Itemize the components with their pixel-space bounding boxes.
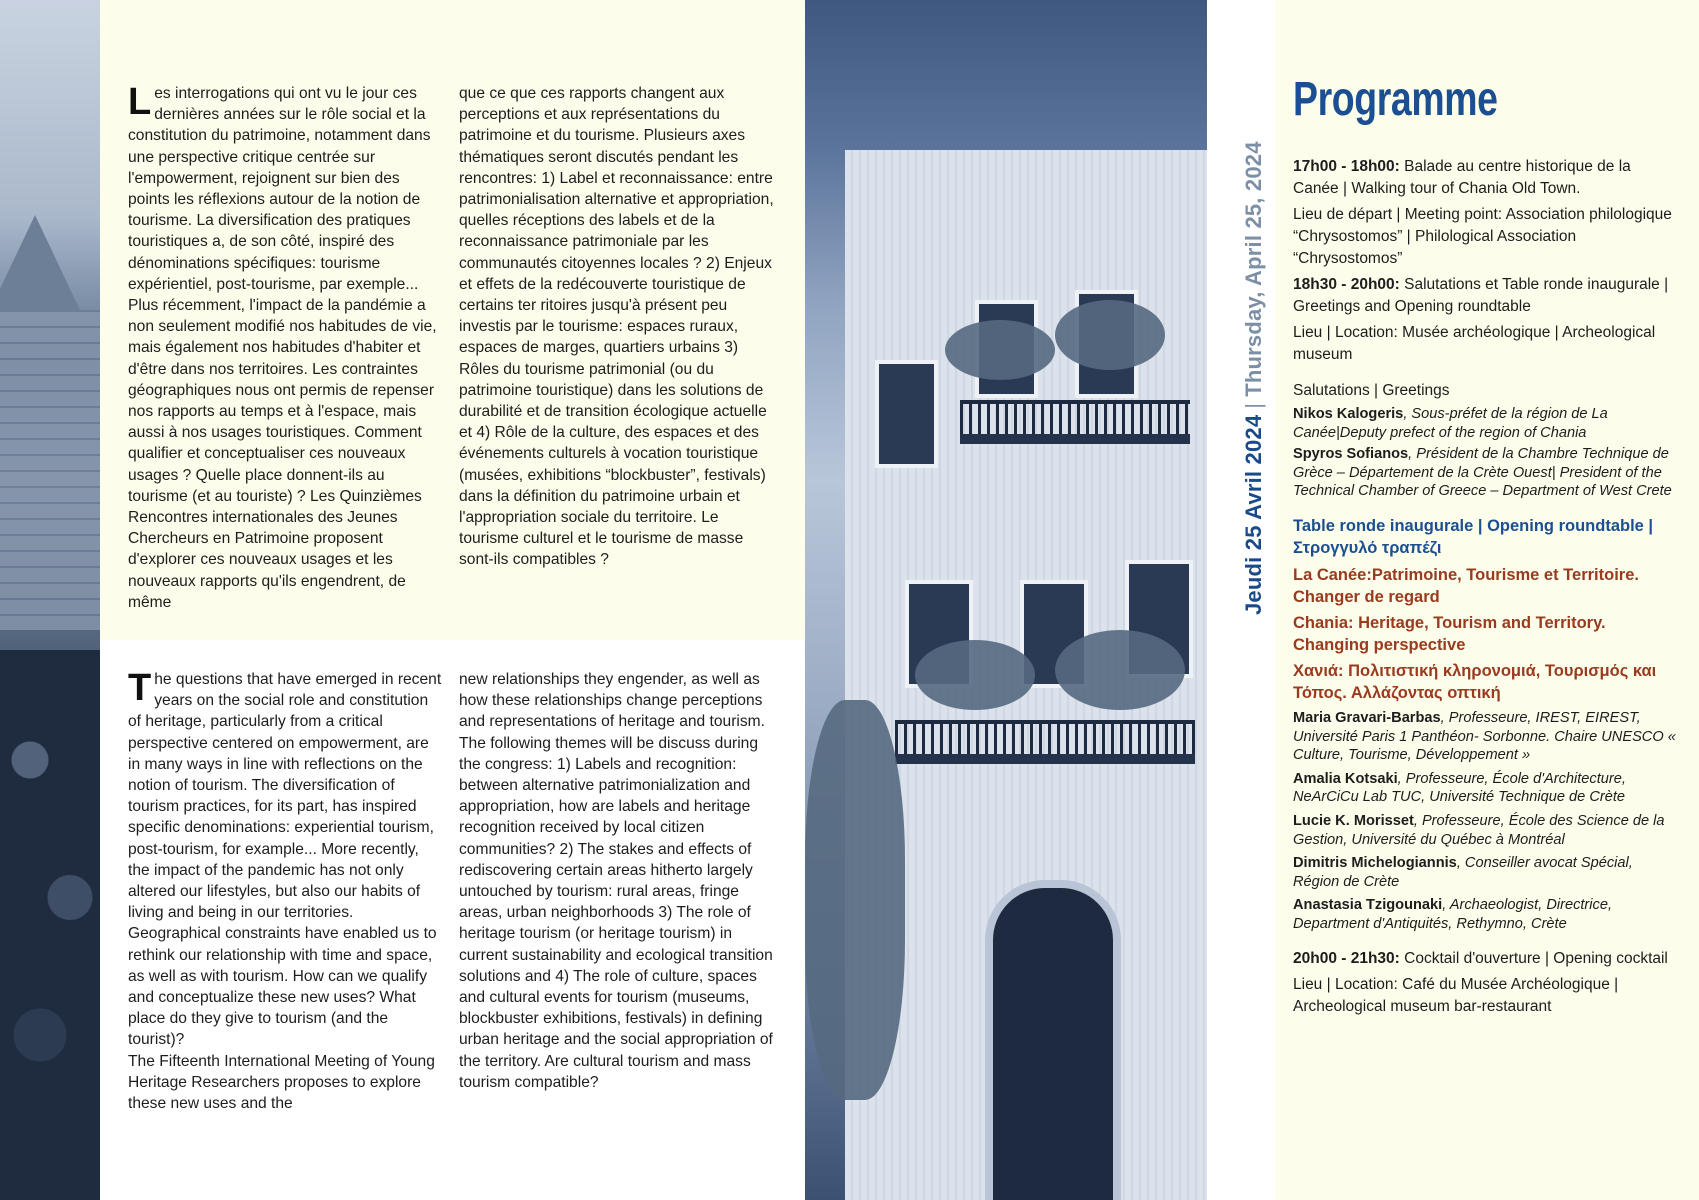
programme-title: Programme bbox=[1293, 73, 1498, 126]
event-cocktail bbox=[1293, 948, 1677, 970]
speaker-role: , Président de la Chambre Technique de Grèce – Département de la Crète Ouest| President of the Technical Chamber of Greece – Department of West Crete bbox=[1293, 446, 1672, 500]
tree bbox=[805, 700, 905, 1100]
speaker-name: Lucie K. Morisset bbox=[1293, 812, 1414, 829]
event-walking-tour bbox=[1293, 156, 1677, 200]
intro-en-text-1: he questions that have emerged in recent years on the social role and constitution of heritage, particularly from a critical perspective centered on empowerment, are in many ways in line with reflections on the notion of tourism. The diversification of tourism practices, for its part, has inspired specific denominations: experiential tourism, post-tourism, for example... More recently, the impact of the pandemic has not only altered our lifestyles, but also our habits of living and being in our territories. Geographical constraints have enabled us to rethink our relationship with time and space, as well as with tourism. How can we qualify and conceptualize these new uses? What place do they give to tourism (and the tourist)? bbox=[128, 671, 442, 1049]
speaker bbox=[1293, 854, 1677, 891]
date-fr: Jeudi 25 Avril 2024 bbox=[1241, 414, 1266, 615]
speaker-role: , Professeure, École d'Architecture, NeArCiCu Lab TUC, Université Technique de Crète bbox=[1293, 770, 1626, 806]
speaker bbox=[1293, 405, 1677, 442]
stone-wall bbox=[0, 310, 100, 630]
programme-list bbox=[1293, 156, 1677, 1018]
speaker bbox=[1293, 812, 1677, 849]
date-separator: | bbox=[1241, 402, 1266, 409]
plant bbox=[945, 320, 1055, 380]
speaker bbox=[1293, 445, 1677, 501]
event-text: Balade au centre historique de la Canée | Walking tour of Chania Old Town. bbox=[1293, 158, 1631, 197]
roundtable-topic-gr: Χανιά: Πολιτιστική κληρονομιά, Τουρισμός και Τόπος. Αλλάζοντας οπτική bbox=[1293, 661, 1657, 703]
dropcap-en: T bbox=[128, 667, 152, 709]
event-time: 17h00 - 18h00: bbox=[1293, 158, 1400, 175]
speaker-name: Dimitris Michelogiannis bbox=[1293, 855, 1457, 872]
event-location: Lieu | Location: Café du Musée Archéologique | Archeological museum bar-restaurant bbox=[1293, 975, 1619, 1015]
plant bbox=[1055, 300, 1165, 370]
speaker-name: Anastasia Tzigounaki bbox=[1293, 897, 1443, 914]
window bbox=[875, 360, 938, 468]
speaker bbox=[1293, 896, 1677, 933]
roundtable-topic-fr: La Canée:Patrimoine, Tourisme et Territoire. Changer de regard bbox=[1293, 565, 1639, 607]
speaker bbox=[1293, 709, 1677, 765]
event-time: 20h00 - 21h30: bbox=[1293, 949, 1400, 967]
greetings-heading: Salutations | Greetings bbox=[1293, 382, 1450, 399]
speaker-role: , Archaeologist, Directrice, Department d'Antiquités, Rethymno, Crète bbox=[1293, 897, 1612, 932]
event-text: Cocktail d'ouverture | Opening cocktail bbox=[1399, 949, 1668, 967]
event-date bbox=[1241, 141, 1267, 615]
plant bbox=[915, 640, 1035, 710]
intro-fr-text-1: es interrogations qui ont vu le jour ces dernières années sur le rôle social et la constitution du patrimoine, notamment dans une perspective critique centrée sur l'empowerment, rejoignent sur bien des points les réflexions autour de la notion de tourisme. La diversification des pratiques touristiques a, de son côté, inspiré des dénominations spécifiques: tourisme expérientiel, post-tourisme, par exemple... Plus récemment, l'impact de la pandémie a non seulement modifié nos habitudes de vie, mais également nos habitudes d'habiter et d'être dans nos territoires. Les contraintes géographiques nous ont permis de repenser nos rapports au temps et à l'espace, mais aussi à nos usages touristiques. Comment qualifier et conceptualiser ces nouveaux usages ? Quelle place donnent-ils au tourisme (et au touriste) ? Les Quinzièmes Rencontres internationales des Jeunes Chercheurs en Patrimoine proposent d'explorer ces nouveaux usages et les nouveaux rapports qu'ils engendrent, de même bbox=[128, 85, 437, 611]
balcony bbox=[960, 400, 1190, 444]
plant bbox=[1055, 630, 1185, 710]
event-location: Lieu | Location: Musée archéologique | Archeological museum bbox=[1293, 324, 1656, 363]
trees bbox=[0, 650, 100, 1200]
speaker-role: , Conseiller avocat Spécial, Région de Crète bbox=[1293, 855, 1633, 890]
tower-photo bbox=[0, 0, 100, 1200]
dropcap-fr: L bbox=[128, 81, 152, 123]
balcony bbox=[895, 720, 1195, 764]
building-photo bbox=[805, 0, 1207, 1200]
intro-en-text-1b: The Fifteenth International Meeting of Young Heritage Researchers proposes to explore these new uses and the bbox=[128, 1052, 435, 1113]
intro-fr-column-2: que ce que ces rapports changent aux perceptions et aux représentations du patrimoine et du tourisme. Plusieurs axes thématiques seront discutés pendant les rencontres: 1) Label et reconnaissance: entre patrimonialisation alternative et appropriation, quelles réceptions des labels et de la reconnaissance patrimoniale par les communautés citoyennes locales ? 2) Enjeux et effets de la redécouverte touristique de certains ter ritoires jusqu'à présent peu investis par le tourisme: espaces ruraux, espaces de marges, quartiers urbains 3) Rôles du tourisme patrimonial (ou du patrimoine touristique) dans les solutions de durabilité et de transition écologique actuelle et 4) Rôle de la culture, des espaces et des événements culturels à vocation touristique (musées, exhibitions “blockbuster”, festivals) dans la définition du patrimoine urbain et l'appropriation sociale du territoire. Le tourisme culturel et le tourisme de masse sont-ils compatibles ? bbox=[459, 85, 774, 569]
roundtable-heading: Table ronde inaugurale | Opening roundtable | Στρογγυλό τραπέζι bbox=[1293, 516, 1654, 558]
speaker-name: Spyros Sofianos bbox=[1293, 446, 1409, 463]
arched-door bbox=[985, 880, 1121, 1200]
speaker-role: , Professeure, IREST, EIREST, Université Paris 1 Panthéon- Sorbonne. Chaire UNESCO « Culture, Tourisme, Développement » bbox=[1293, 709, 1676, 764]
speaker-role: , Professeure, École des Science de la Gestion, Université du Québec à Montréal bbox=[1293, 812, 1665, 848]
roundtable-topic-en: Chania: Heritage, Tourism and Territory. Changing perspective bbox=[1293, 613, 1606, 655]
intro-fr-column-1 bbox=[128, 83, 441, 613]
speaker-name: Amalia Kotsaki bbox=[1293, 770, 1398, 787]
event-text: Salutations et Table ronde inaugurale | Greetings and Opening roundtable bbox=[1293, 276, 1669, 315]
tower-roof bbox=[0, 215, 80, 310]
speaker-name: Nikos Kalogeris bbox=[1293, 406, 1404, 422]
intro-en-column-1 bbox=[128, 669, 443, 1114]
event-opening bbox=[1293, 274, 1677, 318]
speaker bbox=[1293, 770, 1677, 807]
event-location: Lieu de départ | Meeting point: Association philologique “Chrysostomos” | Philological Association “Chrysostomos” bbox=[1293, 206, 1672, 267]
intro-en-column-2: new relationships they engender, as well as how these relationships change perceptions and representations of heritage and tourism. The following themes will be discuss during the congress: 1) Labels and recognition: between alternative patrimonialization and appropriation, how are labels and heritage recognition received by local citizen communities? 2) The stakes and effects of rediscovering certain areas hitherto largely untouched by tourism: rural areas, fringe areas, urban neighborhoods 3) The role of heritage tourism (or heritage tourism) in current sustainability and ecological transition solutions and 4) The role of culture, spaces and cultural events for tourism (museums, blockbuster exhibitions, festivals) in defining urban heritage and the social appropriation of the territory. Are cultural tourism and mass tourism compatible? bbox=[459, 671, 773, 1091]
speaker-name: Maria Gravari-Barbas bbox=[1293, 709, 1441, 726]
date-en: Thursday, April 25, 2024 bbox=[1241, 141, 1266, 397]
event-time: 18h30 - 20h00: bbox=[1293, 276, 1400, 293]
speaker-role: , Sous-préfet de la région de La Canée|Deputy prefect of the region of Chania bbox=[1293, 406, 1608, 441]
